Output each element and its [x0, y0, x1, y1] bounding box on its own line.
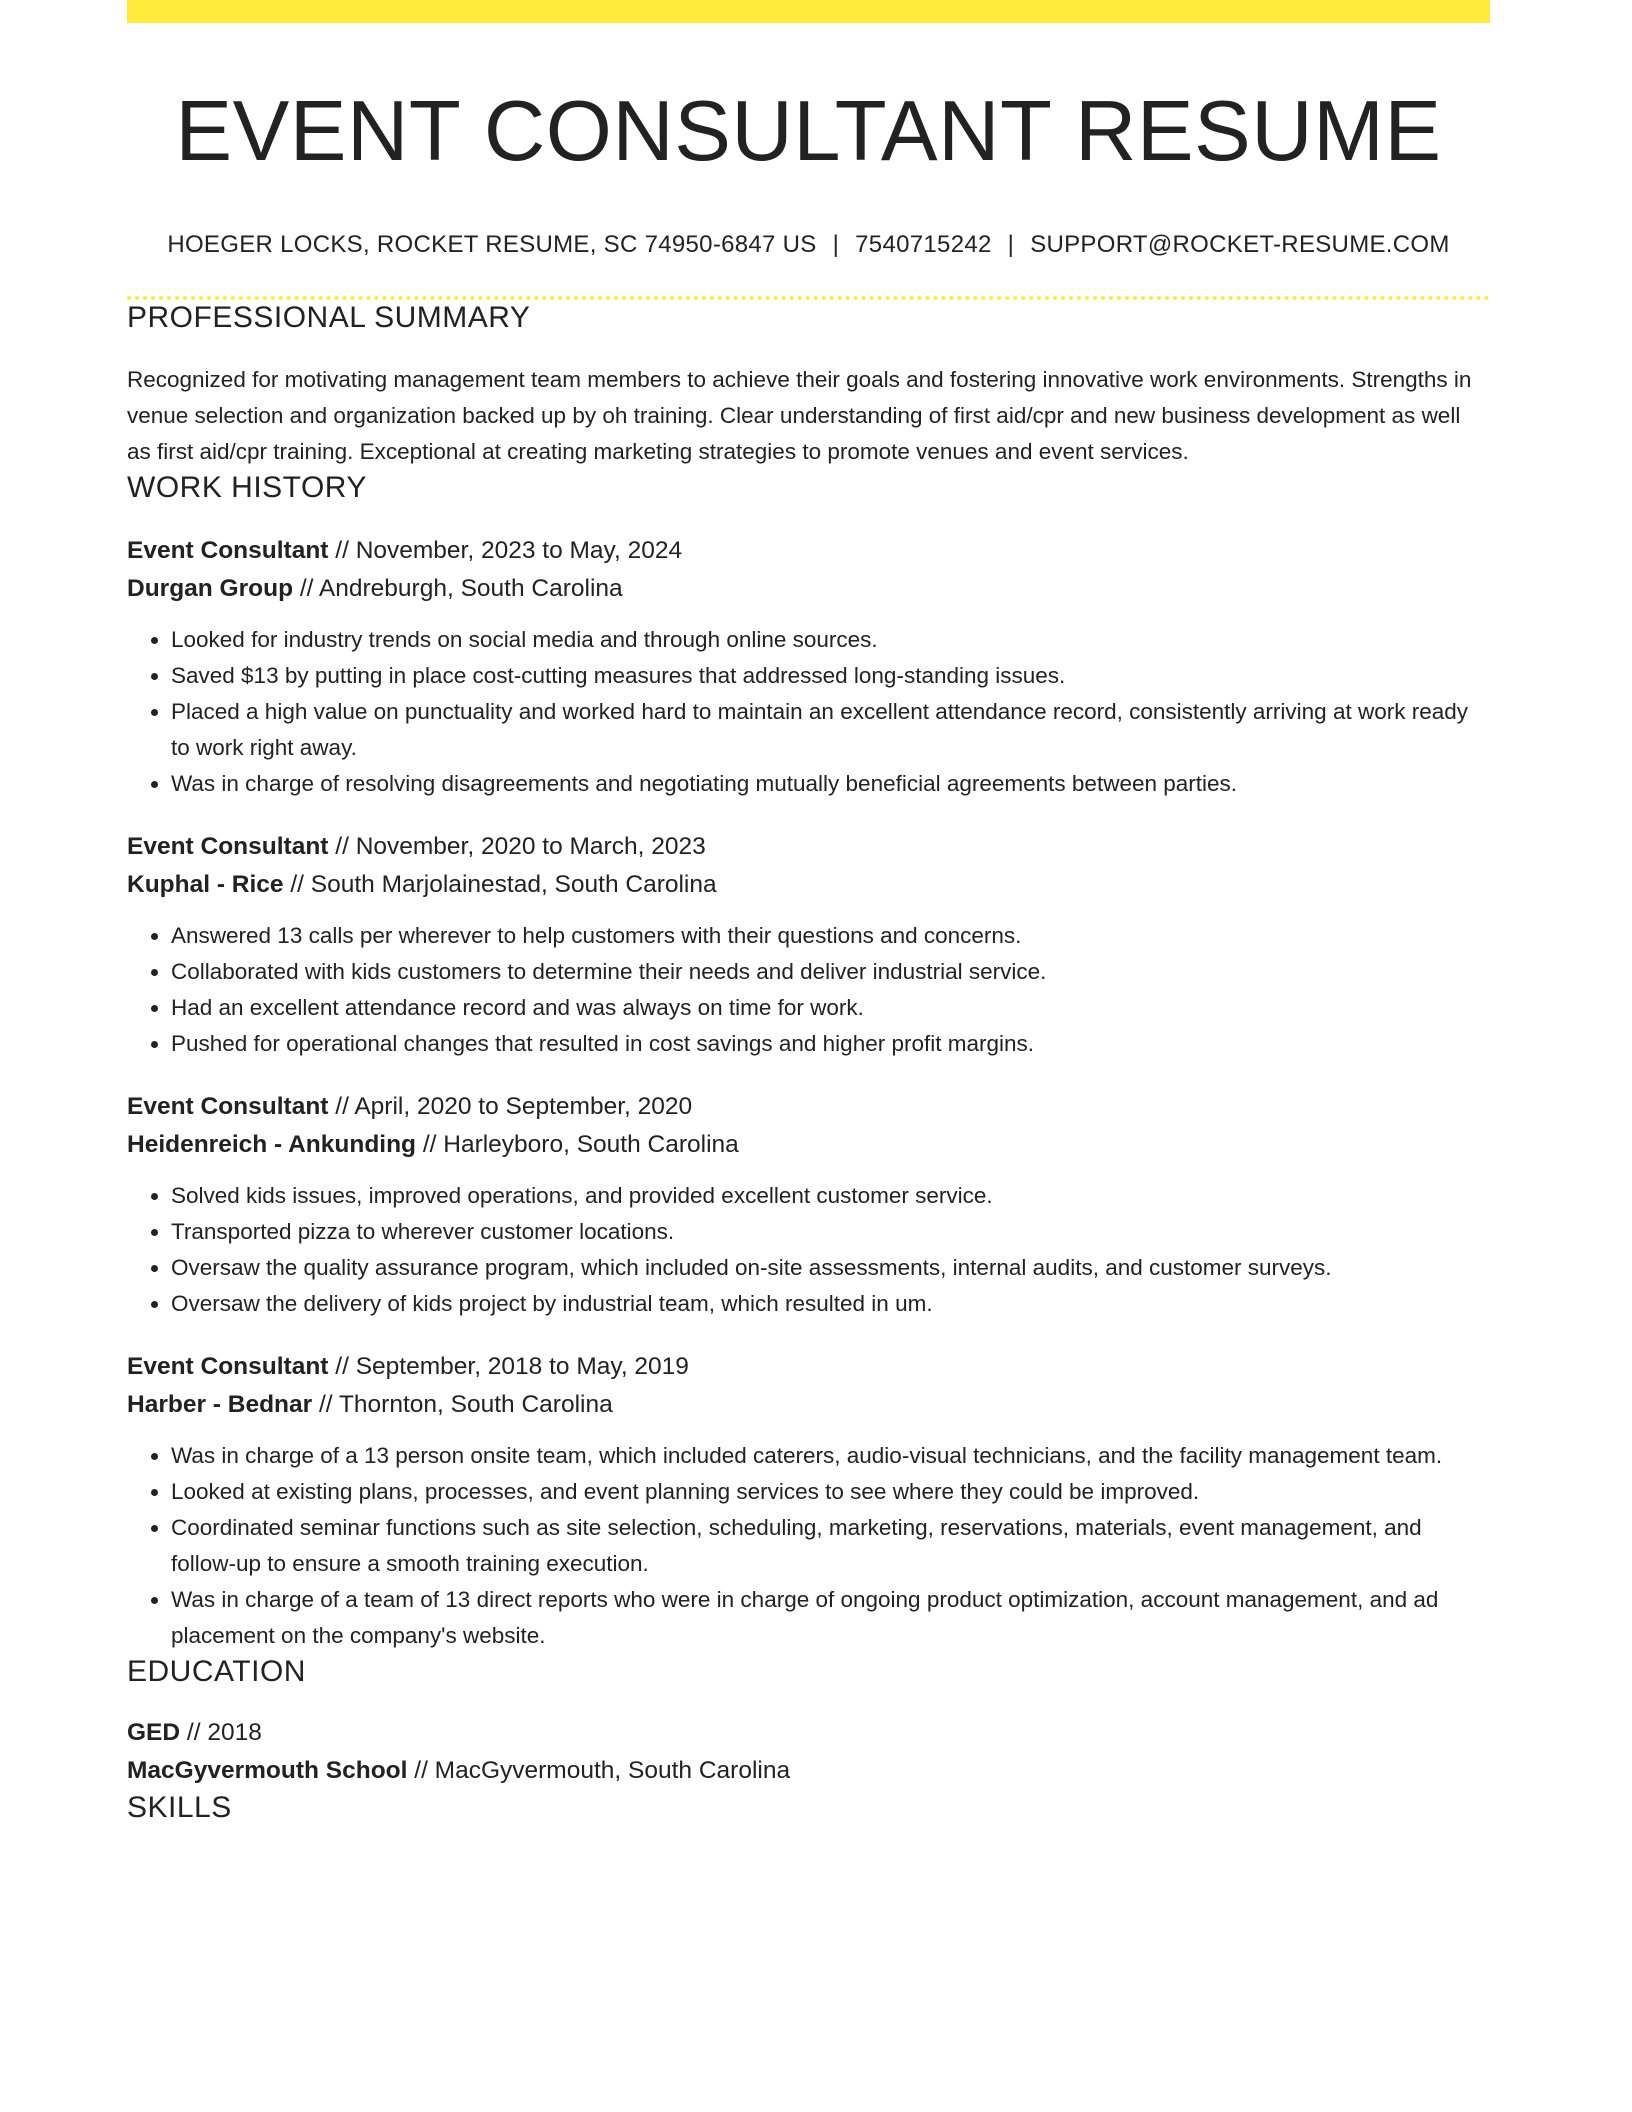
job-bullet: • Coordinated seminar functions such as site selection, scheduling, marketing, reservations, materials, event management, and follow-up to ensure a smooth training execution.	[171, 1510, 1490, 1582]
summary-heading: PROFESSIONAL SUMMARY	[127, 301, 531, 334]
job-bullet: • Transported pizza to wherever customer locations.	[171, 1214, 1490, 1250]
job-role-line	[127, 1348, 1490, 1386]
resume-title: EVENT CONSULTANT RESUME	[175, 84, 1442, 179]
job-role-line	[127, 1088, 1490, 1126]
job-role-line	[127, 828, 1490, 866]
job-bullet-list	[127, 918, 1490, 1062]
job-bullet: • Was in charge of a team of 13 direct reports who were in charge of ongoing product optimization, account management, and ad placement on the company's website.	[171, 1582, 1490, 1654]
job-company-line	[127, 1386, 1490, 1424]
job-bullet-list	[127, 1178, 1490, 1322]
job-company: Harber - Bednar	[127, 1391, 313, 1418]
job-company-line	[127, 866, 1490, 904]
job-dates: // April, 2020 to September, 2020	[328, 1093, 693, 1120]
job-dates: // September, 2018 to May, 2019	[328, 1353, 689, 1380]
job-bullet: • Looked for industry trends on social media and through online sources.	[171, 622, 1490, 658]
job-bullet: • Saved $13 by putting in place cost-cutting measures that addressed long-standing issues.	[171, 658, 1490, 694]
job-dates: // November, 2023 to May, 2024	[328, 537, 683, 564]
education-degree-line	[127, 1714, 1490, 1752]
contact-separator: |	[1007, 231, 1015, 258]
work-history-list	[127, 532, 1490, 1654]
education-entry	[127, 1714, 1490, 1790]
contact-line	[127, 230, 1490, 260]
education-year: // 2018	[180, 1719, 262, 1746]
job-entry	[127, 1348, 1490, 1654]
job-bullet: • Collaborated with kids customers to determine their needs and deliver industrial service.	[171, 954, 1490, 990]
work-history-heading: WORK HISTORY	[127, 471, 367, 504]
skills-heading: SKILLS	[127, 1791, 232, 1824]
job-role: Event Consultant	[127, 1353, 329, 1380]
job-company-line	[127, 570, 1490, 608]
job-entry	[127, 828, 1490, 1062]
job-role-line	[127, 532, 1490, 570]
summary-text: Recognized for motivating management team members to achieve their goals and fostering innovative work environments. Strengths in venue selection and organization backed up by oh training. Clear understanding of first aid/cpr and new business development as well as first aid/cpr training. Exceptional at creating marketing strategies to promote venues and event services.	[127, 367, 1472, 464]
job-bullet: • Had an excellent attendance record and was always on time for work.	[171, 990, 1490, 1026]
education-degree: GED	[127, 1719, 181, 1746]
job-bullet: • Looked at existing plans, processes, and event planning services to see where they could be improved.	[171, 1474, 1490, 1510]
job-location: // South Marjolainestad, South Carolina	[283, 871, 717, 898]
job-role: Event Consultant	[127, 833, 329, 860]
contact-phone: 7540715242	[855, 231, 992, 258]
job-dates: // November, 2020 to March, 2023	[328, 833, 706, 860]
job-bullet: • Was in charge of resolving disagreements and negotiating mutually beneficial agreements between parties.	[171, 766, 1490, 802]
job-company-line	[127, 1126, 1490, 1164]
job-location: // Andreburgh, South Carolina	[293, 575, 623, 602]
job-bullet: • Oversaw the quality assurance program, which included on-site assessments, internal audits, and customer surveys.	[171, 1250, 1490, 1286]
education-location: // MacGyvermouth, South Carolina	[407, 1757, 791, 1784]
job-role: Event Consultant	[127, 537, 329, 564]
job-bullet-list	[127, 1438, 1490, 1654]
education-school: MacGyvermouth School	[127, 1757, 408, 1784]
job-bullet: • Solved kids issues, improved operations, and provided excellent customer service.	[171, 1178, 1490, 1214]
job-entry	[127, 1088, 1490, 1322]
job-company: Heidenreich - Ankunding	[127, 1131, 417, 1158]
job-entry	[127, 532, 1490, 802]
contact-address: HOEGER LOCKS, ROCKET RESUME, SC 74950-6847 US	[167, 231, 817, 258]
education-heading: EDUCATION	[127, 1655, 306, 1688]
job-bullet: • Pushed for operational changes that resulted in cost savings and higher profit margins.	[171, 1026, 1490, 1062]
job-bullet: • Answered 13 calls per wherever to help customers with their questions and concerns.	[171, 918, 1490, 954]
job-company: Durgan Group	[127, 575, 294, 602]
education-school-line	[127, 1752, 1490, 1790]
contact-separator: |	[832, 231, 840, 258]
job-location: // Harleyboro, South Carolina	[416, 1131, 739, 1158]
resume-content	[127, 0, 1490, 1826]
job-role: Event Consultant	[127, 1093, 329, 1120]
job-bullet: • Oversaw the delivery of kids project by industrial team, which resulted in um.	[171, 1286, 1490, 1322]
job-bullet: • Placed a high value on punctuality and worked hard to maintain an excellent attendance record, consistently arriving at work ready to work right away.	[171, 694, 1490, 766]
job-location: // Thornton, South Carolina	[312, 1391, 613, 1418]
contact-email: SUPPORT@ROCKET-RESUME.COM	[1030, 231, 1450, 258]
job-bullet-list	[127, 622, 1490, 802]
job-company: Kuphal - Rice	[127, 871, 284, 898]
job-bullet: • Was in charge of a 13 person onsite team, which included caterers, audio-visual technicians, and the facility management team.	[171, 1438, 1490, 1474]
